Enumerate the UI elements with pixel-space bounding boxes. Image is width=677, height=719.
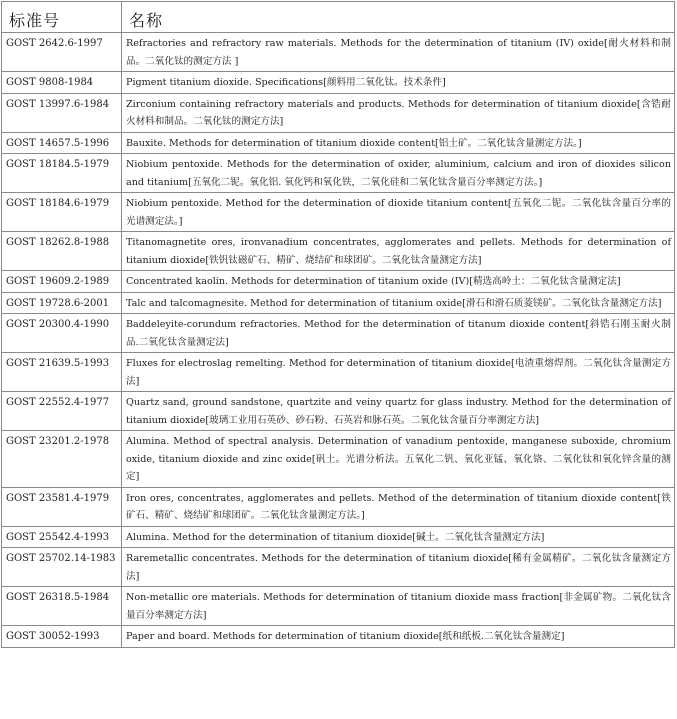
table-row [2,154,675,193]
standard-title: Titanomagnetite ores, ironvanadium concentrates, agglomerates and pellets. Methods for determination of titanium dioxide[铁钒钛磁矿石、精矿、烧结矿和球团矿。二氧化钛含量测定方法] [122,232,675,271]
table-row [2,33,675,72]
table-row [2,193,675,232]
column-header-name: 名称 [122,2,675,33]
standard-code: GOST 22552.4-1977 [2,392,122,431]
table-row [2,72,675,94]
standard-code: GOST 21639.5-1993 [2,353,122,392]
standard-code: GOST 18184.5-1979 [2,154,122,193]
standard-title: Bauxite. Methods for determination of titanium dioxide content[铝土矿。二氧化钛含量测定方法。] [122,132,675,154]
standard-code: GOST 30052-1993 [2,626,122,648]
standard-code: GOST 23201.2-1978 [2,431,122,488]
standard-title: Concentrated kaolin. Methods for determination of titanium oxide (IV)[精选高岭土：二氧化钛含量测定法] [122,271,675,293]
table-row [2,487,675,526]
standard-title: Non-metallic ore materials. Methods for determination of titanium dioxide mass fraction[非金属矿物。二氧化钛含量百分率测定方法] [122,587,675,626]
standard-title: Talc and talcomagnesite. Method for determination of titanium oxide[滑石和滑石质菱镁矿。二氧化钛含量测定方法] [122,292,675,314]
standards-table-container [1,1,675,648]
table-row [2,314,675,353]
table-row [2,548,675,587]
table-row [2,526,675,548]
standard-title: Alumina. Method of spectral analysis. Determination of vanadium pentoxide, manganese suboxide, chromium oxide, titanium dioxide and zinc oxide[矾土。光谱分析法。五氧化二钒、氧化亚锰、氧化铬、二氧化钛和氧化锌含量的测定] [122,431,675,488]
standard-code: GOST 13997.6-1984 [2,93,122,132]
table-row [2,353,675,392]
standard-title: Refractories and refractory raw materials. Methods for the determination of titanium (IV) oxide[耐火材料和制品。二氧化钛的测定方法 ] [122,33,675,72]
standard-code: GOST 14657.5-1996 [2,132,122,154]
standard-title: Quartz sand, ground sandstone, quartzite and veiny quartz for glass industry. Method for the determination of titanium dioxide[玻璃工业用石英砂、砂石粉、石英岩和脉石英。二氧化钛含量百分率测定方法] [122,392,675,431]
table-row [2,431,675,488]
standard-code: GOST 25542.4-1993 [2,526,122,548]
standard-code: GOST 18184.6-1979 [2,193,122,232]
table-row [2,292,675,314]
standard-code: GOST 9808-1984 [2,72,122,94]
standard-code: GOST 19609.2-1989 [2,271,122,293]
table-row [2,392,675,431]
column-header-code: 标准号 [2,2,122,33]
standard-title: Niobium pentoxide. Method for the determination of dioxide titanium content[五氧化二铌。二氧化钛含量百分率的光谱测定法。] [122,193,675,232]
table-row [2,132,675,154]
standard-title: Zirconium containing refractory materials and products. Methods for determination of titanium dioxide[含锆耐火材料和制品。二氧化钛的测定方法] [122,93,675,132]
table-row [2,626,675,648]
standard-title: Alumina. Method for the determination of titanium dioxide[碱土。二氧化钛含量测定方法] [122,526,675,548]
standard-code: GOST 25702.14-1983 [2,548,122,587]
standard-code: GOST 23581.4-1979 [2,487,122,526]
standard-title: Iron ores, concentrates, agglomerates and pellets. Method of the determination of titanium dioxide content[铁矿石、精矿、烧结矿和球团矿。二氧化钛含量测定方法。] [122,487,675,526]
table-header-row [2,2,675,33]
table-row [2,271,675,293]
standard-code: GOST 18262.8-1988 [2,232,122,271]
standards-table [1,1,675,648]
table-row [2,232,675,271]
table-body [2,33,675,648]
standard-code: GOST 26318.5-1984 [2,587,122,626]
standard-title: Niobium pentoxide. Methods for the determination of oxider, aluminium, calcium and iron of dioxides silicon and titanium[五氧化二铌。氧化铝. 氧化钙和氧化铁，二氧化硅和二氧化钛含量百分率测定方法。] [122,154,675,193]
standard-title: Paper and board. Methods for determination of titanium dioxide[纸和纸板.二氧化钛含量测定] [122,626,675,648]
standard-code: GOST 19728.6-2001 [2,292,122,314]
standard-title: Baddeleyite-corundum refractories. Method for the determination of titanum dioxide content[斜锆石刚玉耐火制品.二氧化钛含量测定法] [122,314,675,353]
table-row [2,93,675,132]
standard-code: GOST 2642.6-1997 [2,33,122,72]
standard-code: GOST 20300.4-1990 [2,314,122,353]
standard-title: Pigment titanium dioxide. Specifications[颜料用二氧化钛。技术条件] [122,72,675,94]
standard-title: Raremetallic concentrates. Methods for the determination of titanium dioxide[稀有金属精矿。二氧化钛含量测定方法] [122,548,675,587]
table-row [2,587,675,626]
standard-title: Fluxes for electroslag remelting. Method for determination of titanium dioxide[电渣重熔焊剂。二氧化钛含量测定方法] [122,353,675,392]
